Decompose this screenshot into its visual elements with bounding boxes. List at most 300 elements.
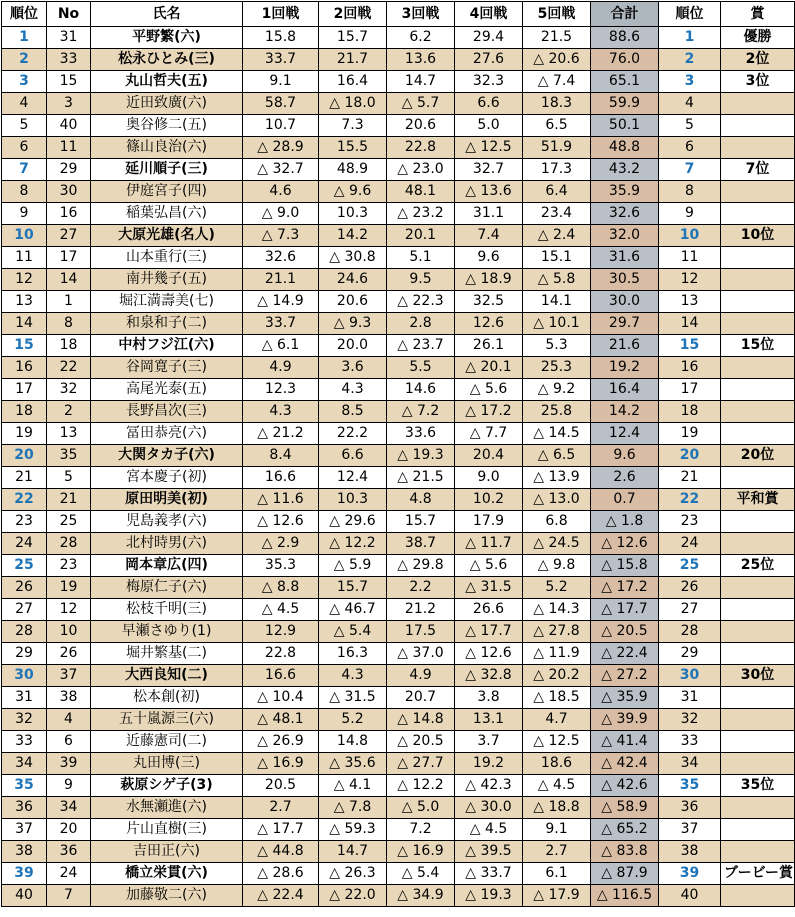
round-3-cell: 6.2 bbox=[387, 27, 455, 49]
total-cell: 14.2 bbox=[591, 401, 659, 423]
name-cell: 梅原仁子(六) bbox=[91, 577, 243, 599]
round-5-cell: 9.1 bbox=[523, 819, 591, 841]
round-3-cell: △ 12.2 bbox=[387, 775, 455, 797]
round-1-cell: 16.6 bbox=[243, 467, 319, 489]
name-cell: 奥谷修二(五) bbox=[91, 115, 243, 137]
rank-2-cell: 14 bbox=[659, 313, 721, 335]
round-4-cell: △ 32.8 bbox=[455, 665, 523, 687]
prize-cell: 15位 bbox=[721, 335, 795, 357]
name-cell: 山本重行(三) bbox=[91, 247, 243, 269]
rank-cell: 12 bbox=[2, 269, 47, 291]
rank-cell: 3 bbox=[2, 71, 47, 93]
round-4-cell: 13.1 bbox=[455, 709, 523, 731]
table-row bbox=[2, 621, 795, 643]
round-4-cell: 9.0 bbox=[455, 467, 523, 489]
round-5-cell: 18.3 bbox=[523, 93, 591, 115]
total-cell: △ 12.6 bbox=[591, 533, 659, 555]
name-cell: 丸山哲夫(五) bbox=[91, 71, 243, 93]
total-cell: 16.4 bbox=[591, 379, 659, 401]
rank-2-cell: 24 bbox=[659, 533, 721, 555]
round-4-cell: △ 42.3 bbox=[455, 775, 523, 797]
round-2-cell: △ 12.2 bbox=[319, 533, 387, 555]
prize-cell bbox=[721, 841, 795, 863]
prize-cell: 3位 bbox=[721, 71, 795, 93]
rank-cell: 23 bbox=[2, 511, 47, 533]
round-3-cell: △ 20.5 bbox=[387, 731, 455, 753]
round-3-cell: △ 23.7 bbox=[387, 335, 455, 357]
table-row bbox=[2, 181, 795, 203]
total-cell: 29.7 bbox=[591, 313, 659, 335]
round-2-cell: 24.6 bbox=[319, 269, 387, 291]
header-round-2: 2回戦 bbox=[319, 2, 387, 27]
round-2-cell: 20.0 bbox=[319, 335, 387, 357]
total-cell: △ 39.9 bbox=[591, 709, 659, 731]
table-row bbox=[2, 291, 795, 313]
round-1-cell: △ 16.9 bbox=[243, 753, 319, 775]
prize-cell bbox=[721, 511, 795, 533]
no-cell: 6 bbox=[47, 731, 91, 753]
round-2-cell: △ 5.4 bbox=[319, 621, 387, 643]
round-4-cell: 5.0 bbox=[455, 115, 523, 137]
round-2-cell: 10.3 bbox=[319, 489, 387, 511]
table-row bbox=[2, 533, 795, 555]
round-1-cell: △ 2.9 bbox=[243, 533, 319, 555]
prize-cell: 優勝 bbox=[721, 27, 795, 49]
table-row bbox=[2, 115, 795, 137]
round-1-cell: 33.7 bbox=[243, 49, 319, 71]
round-3-cell: △ 23.2 bbox=[387, 203, 455, 225]
table-row bbox=[2, 269, 795, 291]
prize-cell bbox=[721, 401, 795, 423]
table-body bbox=[2, 27, 795, 907]
name-cell: 宮本慶子(初) bbox=[91, 467, 243, 489]
name-cell: 萩原シゲ子(3) bbox=[91, 775, 243, 797]
no-cell: 14 bbox=[47, 269, 91, 291]
round-4-cell: 26.1 bbox=[455, 335, 523, 357]
header-rank-2: 順位 bbox=[659, 2, 721, 27]
no-cell: 19 bbox=[47, 577, 91, 599]
name-cell: 松永ひとみ(三) bbox=[91, 49, 243, 71]
rank-cell: 36 bbox=[2, 797, 47, 819]
round-1-cell: 4.9 bbox=[243, 357, 319, 379]
table-row bbox=[2, 709, 795, 731]
round-5-cell: 14.1 bbox=[523, 291, 591, 313]
round-1-cell: △ 6.1 bbox=[243, 335, 319, 357]
prize-cell bbox=[721, 577, 795, 599]
header-round-1: 1回戦 bbox=[243, 2, 319, 27]
round-4-cell: △ 17.2 bbox=[455, 401, 523, 423]
prize-cell bbox=[721, 731, 795, 753]
round-4-cell: 32.7 bbox=[455, 159, 523, 181]
name-cell: 松枝千明(三) bbox=[91, 599, 243, 621]
total-cell: 59.9 bbox=[591, 93, 659, 115]
round-2-cell: 8.5 bbox=[319, 401, 387, 423]
round-3-cell: 38.7 bbox=[387, 533, 455, 555]
no-cell: 24 bbox=[47, 863, 91, 885]
prize-cell: 20位 bbox=[721, 445, 795, 467]
rank-cell: 33 bbox=[2, 731, 47, 753]
name-cell: 岡本章広(四) bbox=[91, 555, 243, 577]
table-row bbox=[2, 27, 795, 49]
total-cell: △ 116.5 bbox=[591, 885, 659, 907]
round-2-cell: 14.2 bbox=[319, 225, 387, 247]
round-4-cell: 10.2 bbox=[455, 489, 523, 511]
round-3-cell: 2.8 bbox=[387, 313, 455, 335]
no-cell: 2 bbox=[47, 401, 91, 423]
name-cell: 延川順子(三) bbox=[91, 159, 243, 181]
rank-2-cell: 5 bbox=[659, 115, 721, 137]
round-4-cell: △ 20.1 bbox=[455, 357, 523, 379]
round-1-cell: △ 22.4 bbox=[243, 885, 319, 907]
rank-cell: 1 bbox=[2, 27, 47, 49]
round-1-cell: 8.4 bbox=[243, 445, 319, 467]
no-cell: 16 bbox=[47, 203, 91, 225]
round-4-cell: △ 19.3 bbox=[455, 885, 523, 907]
rank-cell: 40 bbox=[2, 885, 47, 907]
round-3-cell: △ 5.7 bbox=[387, 93, 455, 115]
table-row bbox=[2, 357, 795, 379]
round-5-cell: △ 14.3 bbox=[523, 599, 591, 621]
round-5-cell: △ 24.5 bbox=[523, 533, 591, 555]
round-2-cell: △ 59.3 bbox=[319, 819, 387, 841]
name-cell: 丸田博(三) bbox=[91, 753, 243, 775]
round-3-cell: 33.6 bbox=[387, 423, 455, 445]
no-cell: 4 bbox=[47, 709, 91, 731]
round-4-cell: 6.6 bbox=[455, 93, 523, 115]
round-4-cell: 29.4 bbox=[455, 27, 523, 49]
round-5-cell: △ 7.4 bbox=[523, 71, 591, 93]
rank-cell: 28 bbox=[2, 621, 47, 643]
no-cell: 10 bbox=[47, 621, 91, 643]
prize-cell bbox=[721, 357, 795, 379]
round-2-cell: 12.4 bbox=[319, 467, 387, 489]
rank-2-cell: 12 bbox=[659, 269, 721, 291]
rank-cell: 25 bbox=[2, 555, 47, 577]
total-cell: △ 42.4 bbox=[591, 753, 659, 775]
prize-cell: 平和賞 bbox=[721, 489, 795, 511]
rank-cell: 11 bbox=[2, 247, 47, 269]
prize-cell: 25位 bbox=[721, 555, 795, 577]
round-1-cell: △ 7.3 bbox=[243, 225, 319, 247]
table-row bbox=[2, 797, 795, 819]
name-cell: 南井幾子(五) bbox=[91, 269, 243, 291]
no-cell: 23 bbox=[47, 555, 91, 577]
round-3-cell: △ 5.0 bbox=[387, 797, 455, 819]
header-prize: 賞 bbox=[721, 2, 795, 27]
round-4-cell: △ 33.7 bbox=[455, 863, 523, 885]
no-cell: 20 bbox=[47, 819, 91, 841]
rank-2-cell: 19 bbox=[659, 423, 721, 445]
rank-2-cell: 35 bbox=[659, 775, 721, 797]
total-cell: △ 15.8 bbox=[591, 555, 659, 577]
rank-2-cell: 39 bbox=[659, 863, 721, 885]
rank-cell: 4 bbox=[2, 93, 47, 115]
name-cell: 稲葉弘昌(六) bbox=[91, 203, 243, 225]
prize-cell bbox=[721, 379, 795, 401]
round-4-cell: △ 17.7 bbox=[455, 621, 523, 643]
round-1-cell: 15.8 bbox=[243, 27, 319, 49]
table-row bbox=[2, 93, 795, 115]
rank-cell: 15 bbox=[2, 335, 47, 357]
rank-cell: 8 bbox=[2, 181, 47, 203]
round-1-cell: 4.6 bbox=[243, 181, 319, 203]
rank-2-cell: 17 bbox=[659, 379, 721, 401]
round-3-cell: △ 27.7 bbox=[387, 753, 455, 775]
total-cell: 88.6 bbox=[591, 27, 659, 49]
header-rank: 順位 bbox=[2, 2, 47, 27]
total-cell: △ 87.9 bbox=[591, 863, 659, 885]
round-4-cell: 12.6 bbox=[455, 313, 523, 335]
round-5-cell: 25.3 bbox=[523, 357, 591, 379]
round-4-cell: 7.4 bbox=[455, 225, 523, 247]
name-cell: 長野昌次(三) bbox=[91, 401, 243, 423]
round-5-cell: 6.5 bbox=[523, 115, 591, 137]
name-cell: 水無瀬進(六) bbox=[91, 797, 243, 819]
rank-cell: 17 bbox=[2, 379, 47, 401]
prize-cell bbox=[721, 93, 795, 115]
results-table bbox=[1, 1, 795, 907]
table-row bbox=[2, 863, 795, 885]
rank-cell: 2 bbox=[2, 49, 47, 71]
prize-cell bbox=[721, 291, 795, 313]
prize-cell bbox=[721, 423, 795, 445]
round-5-cell: △ 18.8 bbox=[523, 797, 591, 819]
table-row bbox=[2, 159, 795, 181]
no-cell: 15 bbox=[47, 71, 91, 93]
prize-cell bbox=[721, 533, 795, 555]
rank-2-cell: 28 bbox=[659, 621, 721, 643]
no-cell: 17 bbox=[47, 247, 91, 269]
round-3-cell: 15.7 bbox=[387, 511, 455, 533]
no-cell: 31 bbox=[47, 27, 91, 49]
rank-cell: 14 bbox=[2, 313, 47, 335]
rank-2-cell: 11 bbox=[659, 247, 721, 269]
round-3-cell: 4.9 bbox=[387, 665, 455, 687]
name-cell: 大関タカ子(六) bbox=[91, 445, 243, 467]
round-3-cell: △ 23.0 bbox=[387, 159, 455, 181]
no-cell: 9 bbox=[47, 775, 91, 797]
name-cell: 冨田恭亮(六) bbox=[91, 423, 243, 445]
prize-cell: 35位 bbox=[721, 775, 795, 797]
round-5-cell: 15.1 bbox=[523, 247, 591, 269]
table-row bbox=[2, 665, 795, 687]
round-4-cell: 32.3 bbox=[455, 71, 523, 93]
table-row bbox=[2, 599, 795, 621]
rank-2-cell: 2 bbox=[659, 49, 721, 71]
name-cell: 早瀬さゆり(1) bbox=[91, 621, 243, 643]
rank-cell: 24 bbox=[2, 533, 47, 555]
round-2-cell: 14.7 bbox=[319, 841, 387, 863]
rank-cell: 9 bbox=[2, 203, 47, 225]
name-cell: 松本創(初) bbox=[91, 687, 243, 709]
total-cell: 0.7 bbox=[591, 489, 659, 511]
round-1-cell: △ 9.0 bbox=[243, 203, 319, 225]
round-4-cell: 3.7 bbox=[455, 731, 523, 753]
rank-2-cell: 23 bbox=[659, 511, 721, 533]
total-cell: △ 65.2 bbox=[591, 819, 659, 841]
round-1-cell: △ 44.8 bbox=[243, 841, 319, 863]
table-header bbox=[2, 2, 795, 27]
rank-cell: 6 bbox=[2, 137, 47, 159]
rank-2-cell: 8 bbox=[659, 181, 721, 203]
round-3-cell: 21.2 bbox=[387, 599, 455, 621]
no-cell: 25 bbox=[47, 511, 91, 533]
rank-2-cell: 22 bbox=[659, 489, 721, 511]
round-1-cell: △ 32.7 bbox=[243, 159, 319, 181]
round-5-cell: △ 27.8 bbox=[523, 621, 591, 643]
rank-2-cell: 10 bbox=[659, 225, 721, 247]
round-4-cell: 9.6 bbox=[455, 247, 523, 269]
prize-cell bbox=[721, 643, 795, 665]
no-cell: 35 bbox=[47, 445, 91, 467]
total-cell: △ 58.9 bbox=[591, 797, 659, 819]
table-row bbox=[2, 731, 795, 753]
round-5-cell: △ 14.5 bbox=[523, 423, 591, 445]
total-cell: 19.2 bbox=[591, 357, 659, 379]
table-row bbox=[2, 841, 795, 863]
round-1-cell: 58.7 bbox=[243, 93, 319, 115]
rank-cell: 10 bbox=[2, 225, 47, 247]
prize-cell bbox=[721, 599, 795, 621]
name-cell: 橋立栄貫(六) bbox=[91, 863, 243, 885]
rank-cell: 32 bbox=[2, 709, 47, 731]
round-4-cell: △ 39.5 bbox=[455, 841, 523, 863]
rank-2-cell: 15 bbox=[659, 335, 721, 357]
prize-cell bbox=[721, 467, 795, 489]
round-5-cell: 5.3 bbox=[523, 335, 591, 357]
round-2-cell: 7.3 bbox=[319, 115, 387, 137]
round-3-cell: 9.5 bbox=[387, 269, 455, 291]
total-cell: 32.0 bbox=[591, 225, 659, 247]
table-row bbox=[2, 71, 795, 93]
round-2-cell: 4.3 bbox=[319, 379, 387, 401]
table-row bbox=[2, 687, 795, 709]
total-cell: △ 83.8 bbox=[591, 841, 659, 863]
rank-2-cell: 26 bbox=[659, 577, 721, 599]
round-2-cell: △ 29.6 bbox=[319, 511, 387, 533]
round-5-cell: △ 20.2 bbox=[523, 665, 591, 687]
round-5-cell: 6.1 bbox=[523, 863, 591, 885]
name-cell: 篠山良治(六) bbox=[91, 137, 243, 159]
round-3-cell: 14.6 bbox=[387, 379, 455, 401]
round-4-cell: △ 12.6 bbox=[455, 643, 523, 665]
total-cell: △ 20.5 bbox=[591, 621, 659, 643]
rank-2-cell: 13 bbox=[659, 291, 721, 313]
round-3-cell: 20.7 bbox=[387, 687, 455, 709]
prize-cell bbox=[721, 797, 795, 819]
round-4-cell: 17.9 bbox=[455, 511, 523, 533]
name-cell: 加藤敬二(六) bbox=[91, 885, 243, 907]
no-cell: 33 bbox=[47, 49, 91, 71]
prize-cell bbox=[721, 247, 795, 269]
round-5-cell: △ 9.8 bbox=[523, 555, 591, 577]
rank-cell: 16 bbox=[2, 357, 47, 379]
total-cell: 43.2 bbox=[591, 159, 659, 181]
total-cell: △ 17.7 bbox=[591, 599, 659, 621]
round-3-cell: △ 5.4 bbox=[387, 863, 455, 885]
no-cell: 21 bbox=[47, 489, 91, 511]
round-3-cell: △ 21.5 bbox=[387, 467, 455, 489]
round-1-cell: 22.8 bbox=[243, 643, 319, 665]
round-2-cell: 14.8 bbox=[319, 731, 387, 753]
prize-cell bbox=[721, 753, 795, 775]
no-cell: 39 bbox=[47, 753, 91, 775]
rank-2-cell: 20 bbox=[659, 445, 721, 467]
name-cell: 北村時男(六) bbox=[91, 533, 243, 555]
name-cell: 堀江満壽美(七) bbox=[91, 291, 243, 313]
round-1-cell: △ 14.9 bbox=[243, 291, 319, 313]
round-4-cell: 19.2 bbox=[455, 753, 523, 775]
round-2-cell: 16.3 bbox=[319, 643, 387, 665]
round-4-cell: 20.4 bbox=[455, 445, 523, 467]
round-1-cell: △ 11.6 bbox=[243, 489, 319, 511]
round-5-cell: △ 10.1 bbox=[523, 313, 591, 335]
prize-cell bbox=[721, 819, 795, 841]
name-cell: 五十嵐源三(六) bbox=[91, 709, 243, 731]
no-cell: 3 bbox=[47, 93, 91, 115]
table-row bbox=[2, 203, 795, 225]
round-1-cell: 4.3 bbox=[243, 401, 319, 423]
round-1-cell: △ 4.5 bbox=[243, 599, 319, 621]
round-2-cell: △ 4.1 bbox=[319, 775, 387, 797]
total-cell: △ 42.6 bbox=[591, 775, 659, 797]
rank-cell: 31 bbox=[2, 687, 47, 709]
no-cell: 38 bbox=[47, 687, 91, 709]
round-4-cell: △ 31.5 bbox=[455, 577, 523, 599]
round-1-cell: △ 12.6 bbox=[243, 511, 319, 533]
rank-cell: 19 bbox=[2, 423, 47, 445]
total-cell: 32.6 bbox=[591, 203, 659, 225]
round-5-cell: 6.4 bbox=[523, 181, 591, 203]
header-round-3: 3回戦 bbox=[387, 2, 455, 27]
round-1-cell: △ 8.8 bbox=[243, 577, 319, 599]
round-2-cell: △ 26.3 bbox=[319, 863, 387, 885]
rank-2-cell: 9 bbox=[659, 203, 721, 225]
round-1-cell: 21.1 bbox=[243, 269, 319, 291]
header-round-4: 4回戦 bbox=[455, 2, 523, 27]
header-name: 氏名 bbox=[91, 2, 243, 27]
rank-cell: 7 bbox=[2, 159, 47, 181]
total-cell: △ 17.2 bbox=[591, 577, 659, 599]
round-2-cell: 5.2 bbox=[319, 709, 387, 731]
round-1-cell: 20.5 bbox=[243, 775, 319, 797]
round-2-cell: 15.5 bbox=[319, 137, 387, 159]
round-4-cell: 26.6 bbox=[455, 599, 523, 621]
round-2-cell: 22.2 bbox=[319, 423, 387, 445]
rank-cell: 13 bbox=[2, 291, 47, 313]
name-cell: 吉田正(六) bbox=[91, 841, 243, 863]
header-no: No bbox=[47, 2, 91, 27]
table-row bbox=[2, 467, 795, 489]
round-5-cell: 6.8 bbox=[523, 511, 591, 533]
rank-cell: 30 bbox=[2, 665, 47, 687]
header-row bbox=[2, 2, 795, 27]
name-cell: 伊庭宮子(四) bbox=[91, 181, 243, 203]
round-2-cell: 16.4 bbox=[319, 71, 387, 93]
rank-cell: 27 bbox=[2, 599, 47, 621]
round-4-cell: △ 7.7 bbox=[455, 423, 523, 445]
name-cell: 中村フジ江(六) bbox=[91, 335, 243, 357]
round-3-cell: △ 22.3 bbox=[387, 291, 455, 313]
no-cell: 1 bbox=[47, 291, 91, 313]
no-cell: 5 bbox=[47, 467, 91, 489]
round-5-cell: △ 13.0 bbox=[523, 489, 591, 511]
table-row bbox=[2, 643, 795, 665]
round-3-cell: △ 37.0 bbox=[387, 643, 455, 665]
total-cell: 76.0 bbox=[591, 49, 659, 71]
round-1-cell: 35.3 bbox=[243, 555, 319, 577]
table-row bbox=[2, 489, 795, 511]
